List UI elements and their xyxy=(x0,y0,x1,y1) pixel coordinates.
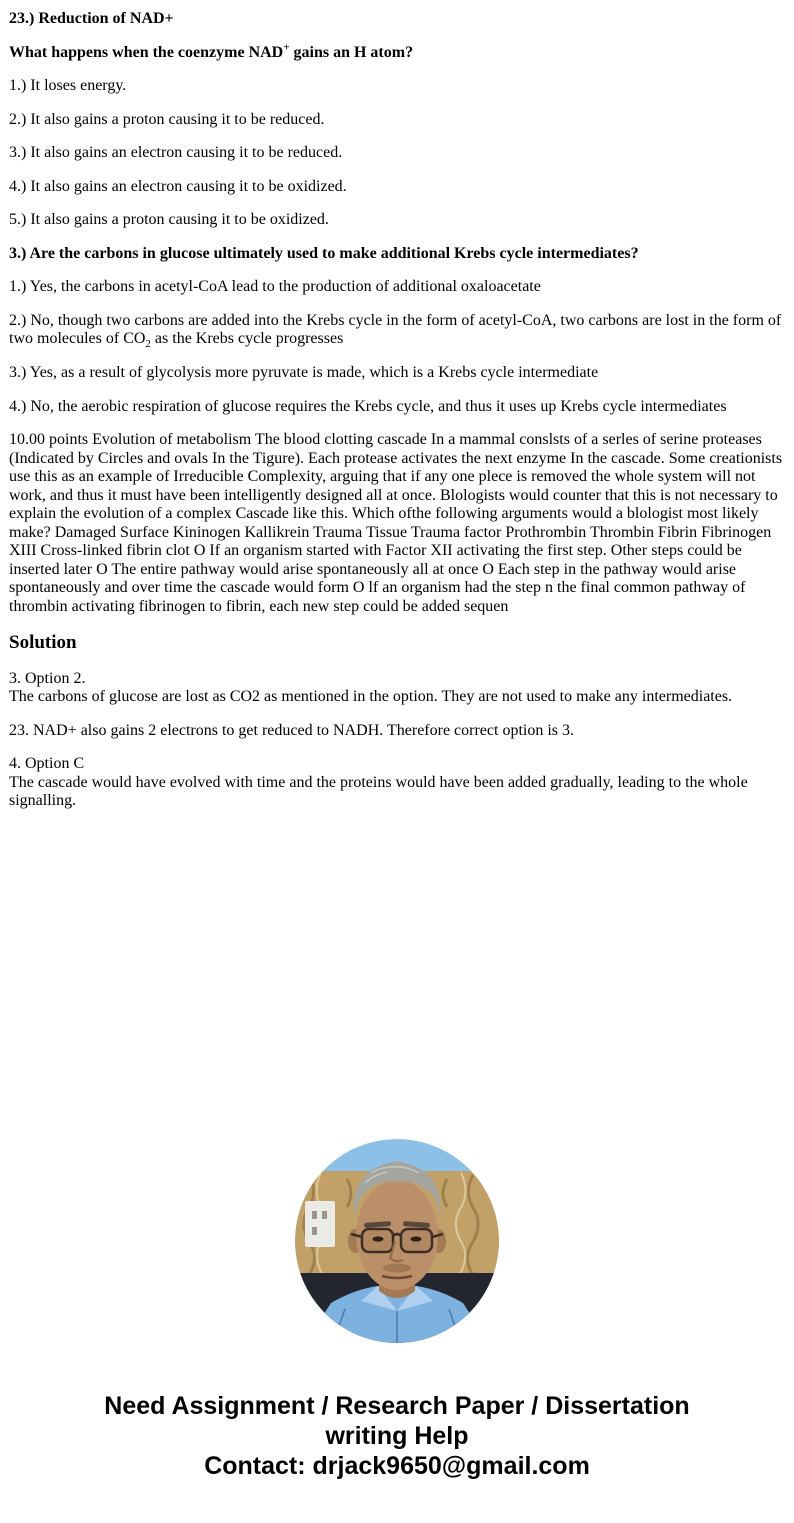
solution-answer-4 xyxy=(9,755,785,811)
contact-email-text: Contact: drjack9650@gmail.com xyxy=(204,1451,590,1480)
solution-answer-3-line-1: 3. Option 2. xyxy=(9,669,86,687)
question-3-option-4: 4.) No, the aerobic respiration of glucose requires the Krebs cycle, and thus it uses up Krebs cycle intermediates xyxy=(9,397,727,415)
question-3-option-2-tail: as the Krebs cycle progresses xyxy=(150,330,344,348)
question-3-option-2-text: 2.) No, though two carbons are added into the Krebs cycle in the form of acetyl-CoA, two carbons are lost in the form of two molecules of CO xyxy=(9,311,782,348)
question-23-option-5: 5.) It also gains a proton causing it to be oxidized. xyxy=(9,211,329,229)
question-23-prompt-tail: gains an H atom? xyxy=(289,43,414,61)
question-23-option-1: 1.) It loses energy. xyxy=(9,77,127,95)
co2-subscript: 2 xyxy=(145,338,151,351)
person-portrait-illustration xyxy=(295,1139,499,1343)
footer-line-2: writing Help xyxy=(325,1421,469,1450)
nad-superscript: + xyxy=(283,41,290,54)
tutor-photo xyxy=(295,1139,499,1343)
solution-answer-23: 23. NAD+ also gains 2 electrons to get reduced to NADH. Therefore correct option is 3. xyxy=(9,721,575,739)
document-body xyxy=(0,10,794,811)
solution-answer-4-line-1: 4. Option C xyxy=(9,755,85,773)
question-3-option-3: 3.) Yes, as a result of glycolysis more pyruvate is made, which is a Krebs cycle intermediate xyxy=(9,364,599,382)
question-23-prompt-text: What happens when the coenzyme NAD xyxy=(9,43,284,61)
question-23-option-3: 3.) It also gains an electron causing it to be reduced. xyxy=(9,144,343,162)
question-23-heading: 23.) Reduction of NAD+ xyxy=(9,10,174,27)
question-10-paragraph: 10.00 points Evolution of metabolism The blood clotting cascade In a mammal conslsts of a serles of serine proteases (Indicated by Circles and ovals In the Tigure). Each protease activates the next enzyme In the cascade. Some creationists use this as an example of Irreducible Complexity, arguing that if any one plece is removed the whole system will not work, and thus it must have been intelligently designed all at once. Blologists would counter that this is not necessary to explain the evolution of a complex Cascade like this. Which ofthe following arguments would a blologist most likely make? Damaged Surface Kininogen Kallikrein Trauma Tissue Trauma factor Prothrombin Thrombin Fibrin Fibrinogen XIII Cross-linked fibrin clot O If an organism started with Factor XII activating the first step. Other steps could be inserted later O The entire pathway would arise spontaneously all at once O Each step in the pathway would arise spontaneously and over time the cascade would form O lf an organism had the step n the final common pathway of thrombin activating fibrinogen to fibrin, each new step could be added sequen xyxy=(9,431,783,616)
footer-line-1: Need Assignment / Research Paper / Dissertation xyxy=(104,1391,690,1420)
footer-banner xyxy=(0,1391,794,1481)
question-23-option-2: 2.) It also gains a proton causing it to be reduced. xyxy=(9,110,325,128)
question-3-option-1: 1.) Yes, the carbons in acetyl-CoA lead to the production of additional oxaloacetate xyxy=(9,278,541,296)
avatar-section xyxy=(0,1139,794,1343)
question-23-option-4: 4.) It also gains an electron causing it to be oxidized. xyxy=(9,177,347,195)
solution-answer-3 xyxy=(9,670,785,707)
solution-answer-4-line-2: The cascade would have evolved with time and the proteins would have been added gradually, leading to the whole signalling. xyxy=(9,773,748,810)
solution-answer-3-line-2: The carbons of glucose are lost as CO2 as mentioned in the option. They are not used to make any intermediates. xyxy=(9,688,733,706)
question-3-option-2 xyxy=(9,312,785,349)
question-23-prompt xyxy=(9,41,785,63)
question-3-heading: 3.) Are the carbons in glucose ultimately used to make additional Krebs cycle intermediates? xyxy=(9,244,639,262)
solution-heading: Solution xyxy=(9,631,77,653)
